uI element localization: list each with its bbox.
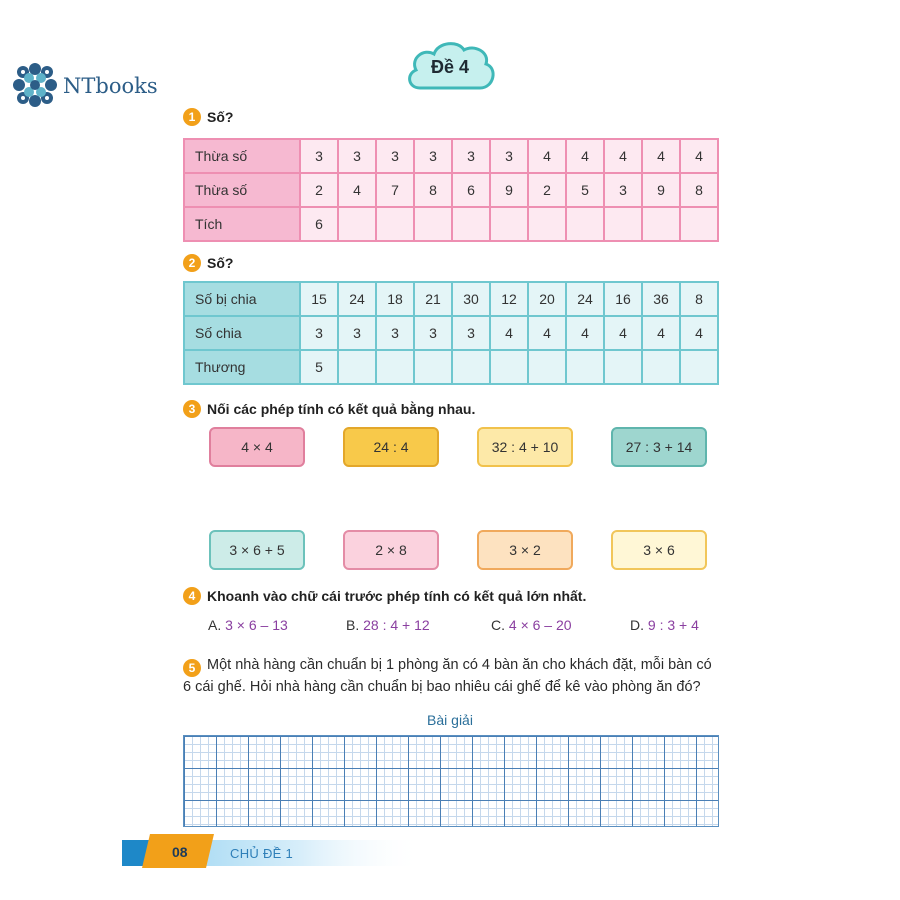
answer-cell[interactable] [642,207,680,241]
table-cell: 3 [414,316,452,350]
table-cell: 4 [566,316,604,350]
table-cell: 3 [414,139,452,173]
answer-cell[interactable] [414,207,452,241]
table-cell: 3 [376,139,414,173]
q3-heading [183,400,475,418]
table-cell: 18 [376,282,414,316]
table-cell: 7 [376,173,414,207]
answer-cell[interactable] [604,207,642,241]
table-cell: 3 [338,139,376,173]
expression-card[interactable]: 3 × 6 + 5 [209,530,305,570]
q1-heading-text: Số? [207,109,234,125]
answer-cell[interactable] [680,350,718,384]
option-letter: D. [630,617,644,633]
expression-card[interactable]: 3 × 2 [477,530,573,570]
option-expression: 4 × 6 – 20 [508,617,572,633]
table-row [184,207,718,241]
logo-text: NTbooks [63,74,158,98]
q2-heading [183,254,233,272]
answer-cell[interactable] [490,350,528,384]
table-cell: 3 [452,316,490,350]
q2-number-badge: 2 [183,254,201,272]
table-cell: 36 [642,282,680,316]
answer-cell[interactable] [566,207,604,241]
table-cell: 4 [490,316,528,350]
table-cell: 4 [528,139,566,173]
answer-cell[interactable] [528,207,566,241]
q3-heading-text: Nối các phép tính có kết quả bằng nhau. [207,401,476,417]
table-cell: 5 [566,173,604,207]
q1-number-badge: 1 [183,108,201,126]
answer-cell[interactable] [452,207,490,241]
table-row [184,350,718,384]
page-number: 08 [172,844,188,860]
ntbooks-logo [10,60,170,112]
table-cell: 20 [528,282,566,316]
option-expression: 28 : 4 + 12 [363,617,430,633]
table-cell: 12 [490,282,528,316]
answer-cell[interactable]: 6 [300,207,338,241]
option-letter: A. [208,617,222,633]
expression-card[interactable]: 2 × 8 [343,530,439,570]
answer-cell[interactable] [338,350,376,384]
table-cell: 4 [528,316,566,350]
answer-cell[interactable] [376,350,414,384]
row-label: Thương [184,350,300,384]
solution-title-text: Bài giải [427,712,473,728]
q1-heading [183,108,233,126]
table-cell: 3 [376,316,414,350]
table-cell: 4 [338,173,376,207]
table-cell: 4 [642,316,680,350]
answer-cell[interactable]: 5 [300,350,338,384]
table-cell: 3 [338,316,376,350]
answer-cell[interactable] [376,207,414,241]
row-label: Thừa số [184,139,300,173]
table-cell: 8 [680,282,718,316]
row-label: Thừa số [184,173,300,207]
table-row [184,173,718,207]
table-cell: 6 [452,173,490,207]
row-label: Số chia [184,316,300,350]
option-b[interactable] [346,617,430,633]
table-cell: 8 [680,173,718,207]
answer-cell[interactable] [338,207,376,241]
row-label: Tích [184,207,300,241]
page-title: Đề 4 [430,56,470,77]
table-cell: 4 [604,139,642,173]
table-cell: 4 [680,316,718,350]
table-cell: 3 [604,173,642,207]
table-cell: 3 [300,139,338,173]
answer-cell[interactable] [566,350,604,384]
expression-card[interactable]: 24 : 4 [343,427,439,467]
answer-cell[interactable] [642,350,680,384]
solution-title [0,712,900,728]
option-d[interactable] [630,617,699,633]
answer-cell[interactable] [452,350,490,384]
q4-heading-text: Khoanh vào chữ cái trước phép tính có kết quả lớn nhất. [207,588,587,604]
row-label: Số bị chia [184,282,300,316]
table-cell: 16 [604,282,642,316]
answer-cell[interactable] [680,207,718,241]
q5-problem [183,655,723,697]
table-cell: 3 [490,139,528,173]
q4-options [208,617,728,639]
table-cell: 3 [452,139,490,173]
option-expression: 9 : 3 + 4 [647,617,699,633]
table-cell: 4 [566,139,604,173]
option-expression: 3 × 6 – 13 [225,617,288,633]
answer-writing-grid[interactable] [183,735,719,827]
answer-cell[interactable] [528,350,566,384]
option-c[interactable] [491,617,572,633]
expression-card[interactable]: 3 × 6 [611,530,707,570]
table-cell: 3 [300,316,338,350]
q3-number-badge: 3 [183,400,201,418]
expression-card[interactable]: 4 × 4 [209,427,305,467]
q2-division-table [183,281,719,385]
table-cell: 8 [414,173,452,207]
table-cell: 24 [338,282,376,316]
table-cell: 4 [680,139,718,173]
answer-cell[interactable] [604,350,642,384]
chapter-label: CHỦ ĐỀ 1 [230,846,294,861]
table-cell: 4 [604,316,642,350]
table-cell: 2 [300,173,338,207]
answer-cell[interactable] [490,207,528,241]
expression-card[interactable]: 27 : 3 + 14 [611,427,707,467]
q4-heading [183,587,586,605]
table-cell: 15 [300,282,338,316]
table-row [184,316,718,350]
q5-number-badge: 5 [183,659,201,677]
q2-heading-text: Số? [207,255,234,271]
table-cell: 9 [642,173,680,207]
table-cell: 30 [452,282,490,316]
table-cell: 2 [528,173,566,207]
table-cell: 4 [642,139,680,173]
q4-number-badge: 4 [183,587,201,605]
table-row [184,282,718,316]
ntbooks-logo-icon [10,61,60,111]
table-cell: 24 [566,282,604,316]
table-row [184,139,718,173]
option-letter: C. [491,617,505,633]
answer-cell[interactable] [414,350,452,384]
option-letter: B. [346,617,360,633]
table-cell: 21 [414,282,452,316]
q1-multiplication-table [183,138,719,242]
q5-problem-text: Một nhà hàng cần chuẩn bị 1 phòng ăn có 4 bàn ăn cho khách đặt, mỗi bàn có 6 cái ghế. Hỏi nhà hàng cần chuẩn bị bao nhiêu cái ghế để kê vào phòng ăn đó? [183,657,712,695]
option-a[interactable] [208,617,288,633]
expression-card[interactable]: 32 : 4 + 10 [477,427,573,467]
table-cell: 9 [490,173,528,207]
